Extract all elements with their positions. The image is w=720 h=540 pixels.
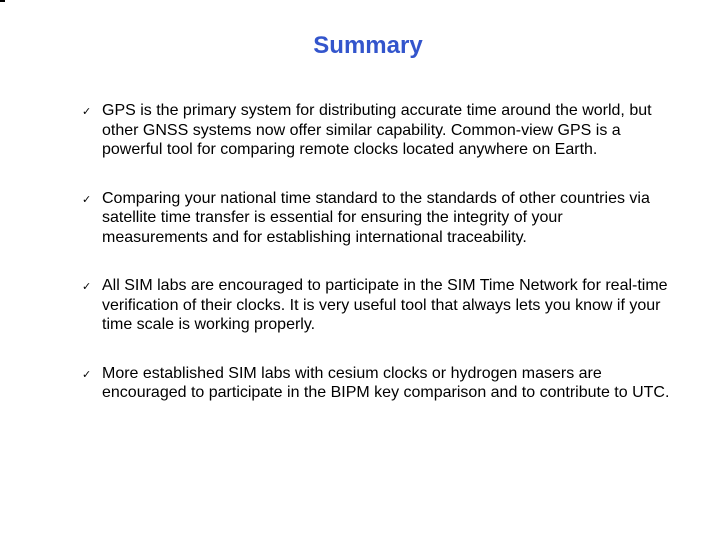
bullet-text: GPS is the primary system for distributing accurate time around the world, but other GNSS systems now offer similar capability. Common-view GPS is a powerful tool for comparing remote clocks located anywhere on Earth. [102, 102, 652, 158]
bullet-item [82, 276, 672, 335]
bullet-text: More established SIM labs with cesium clocks or hydrogen masers are encouraged to participate in the BIPM key comparison and to contribute to UTC. [102, 364, 670, 401]
check-mark-icon: ✓ [82, 192, 92, 206]
bullet-text: All SIM labs are encouraged to participate in the SIM Time Network for real-time verification of their clocks. It is very useful tool that always lets you know if your time scale is working properly. [102, 277, 668, 333]
check-mark-icon: ✓ [82, 280, 92, 293]
bullet-text: Comparing your national time standard to the standards of other countries via satellite time transfer is essential for ensuring the integrity of your measurements and for establishing international traceability. [102, 189, 650, 246]
bullet-item [82, 101, 672, 160]
check-mark-icon: ✓ [82, 367, 92, 381]
check-mark-icon: ✓ [82, 105, 92, 118]
bullet-list [82, 101, 672, 403]
slide-title: Summary [313, 32, 423, 59]
bullet-item [82, 364, 672, 403]
bullet-item [82, 189, 672, 248]
